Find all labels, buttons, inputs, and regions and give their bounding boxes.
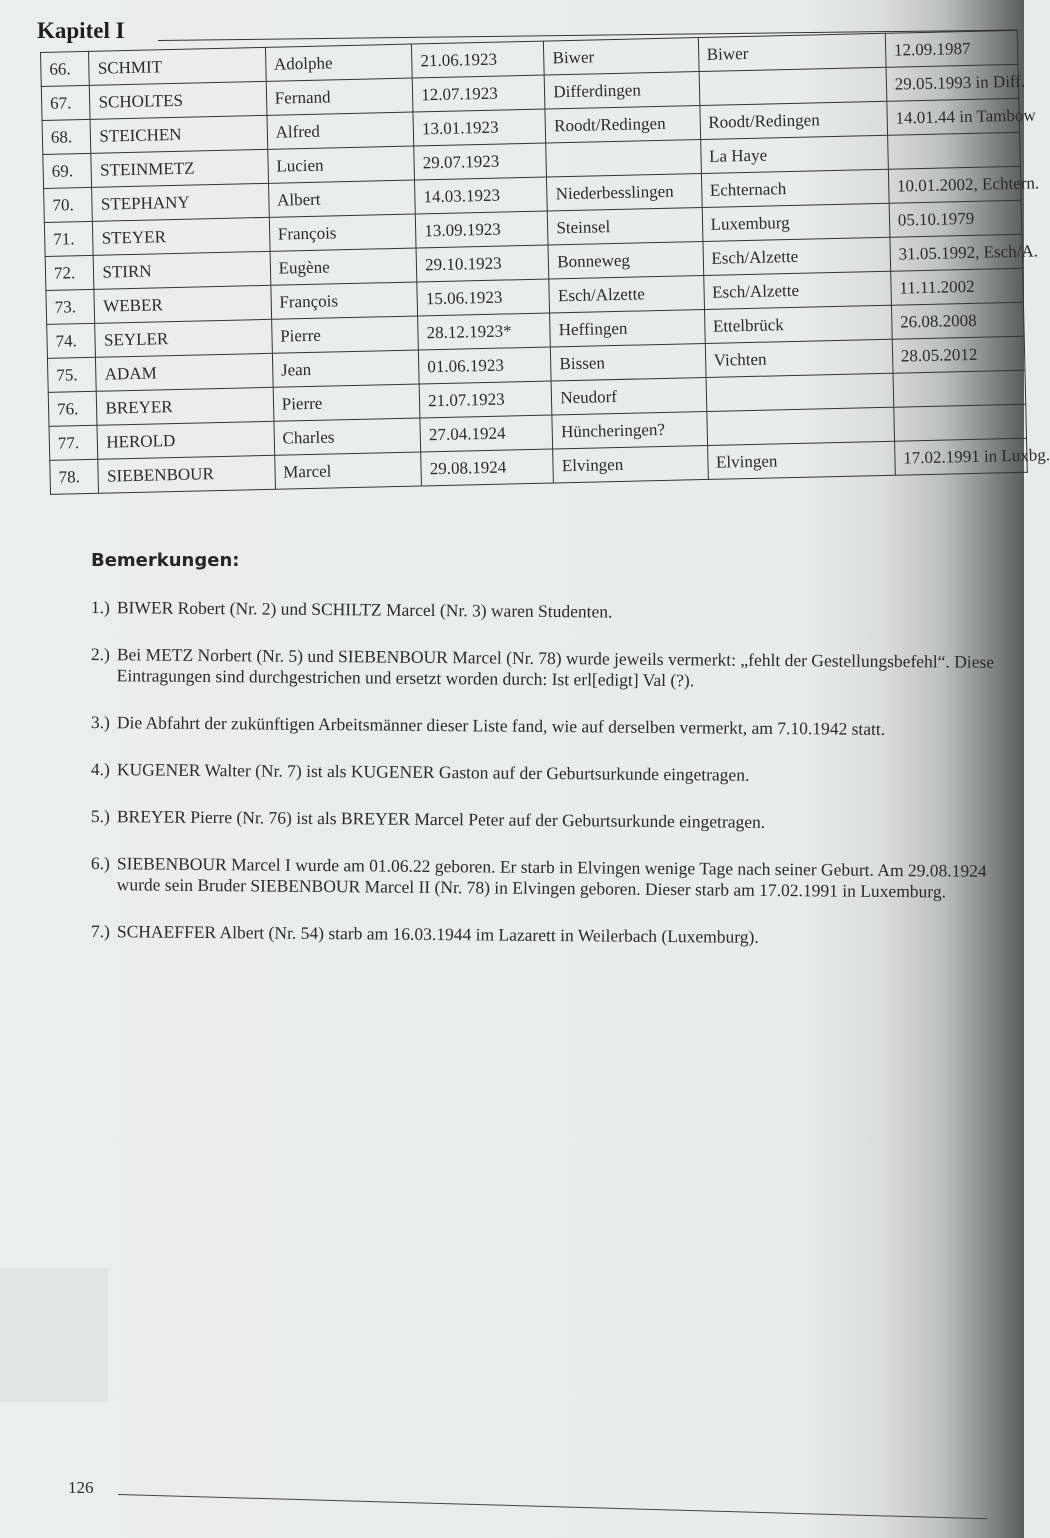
page-number: 126 xyxy=(68,1478,94,1497)
remark-item xyxy=(91,921,1006,950)
cell-death-date: 11.11.2002 xyxy=(890,268,1023,305)
cell-birth-date: 29.07.1923 xyxy=(414,143,547,180)
cell-row-number: 71. xyxy=(44,221,93,256)
remark-text: BIWER Robert (Nr. 2) und SCHILTZ Marcel (Nr. 3) waren Studenten. xyxy=(116,597,613,622)
cell-surname: STEICHEN xyxy=(90,115,267,153)
cell-birth-date: 29.08.1924 xyxy=(421,449,554,486)
remark-number: 3.) xyxy=(90,712,110,733)
remark-text: Bei METZ Norbert (Nr. 5) und SIEBENBOUR Marcel (Nr. 78) wurde jeweils vermerkt: „fehlt der Gestellungsbefehl“. Diese Eintragungen sind durchgestrichen und ersetzt worden durch: Ist erl[edigt] Val (?). xyxy=(116,644,995,691)
cell-first-name: Alfred xyxy=(267,112,414,149)
cell-first-name: Adolphe xyxy=(265,44,412,81)
cell-row-number: 74. xyxy=(47,323,96,358)
cell-death-date: 26.08.2008 xyxy=(891,302,1024,339)
cell-birth-date: 29.10.1923 xyxy=(416,245,549,282)
cell-row-number: 78. xyxy=(50,459,99,494)
cell-row-number: 72. xyxy=(45,255,94,290)
cell-surname: STEINMETZ xyxy=(91,149,268,187)
cell-residence xyxy=(699,67,887,105)
cell-birth-date: 15.06.1923 xyxy=(417,279,550,316)
cell-row-number: 73. xyxy=(46,289,95,324)
remark-number: 2.) xyxy=(90,644,110,665)
cell-first-name: Pierre xyxy=(271,316,418,353)
cell-death-date xyxy=(887,132,1020,169)
register-table xyxy=(40,30,1050,495)
cell-first-name: Albert xyxy=(268,180,415,217)
cell-surname: HEROLD xyxy=(97,421,274,459)
remark-item xyxy=(91,806,1006,835)
cell-residence: Luxemburg xyxy=(702,203,890,241)
remark-item xyxy=(91,853,1006,903)
cell-first-name: Fernand xyxy=(266,78,413,115)
remark-text: BREYER Pierre (Nr. 76) ist als BREYER Marcel Peter auf der Geburtsurkunde eingetragen. xyxy=(116,806,766,832)
remarks-section xyxy=(91,550,1006,968)
cell-residence: La Haye xyxy=(700,135,888,173)
cell-birth-place: Heffingen xyxy=(550,310,705,347)
remark-text: SIEBENBOUR Marcel I wurde am 01.06.22 geboren. Er starb in Elvingen wenige Tage nach seiner Geburt. Am 29.08.1924 wurde sein Bruder SIEBENBOUR Marcel II (Nr. 78) in Elvingen geboren. Dieser starb am 17.02.1991 in Luxemburg. xyxy=(116,853,987,902)
remark-number: 5.) xyxy=(90,806,110,827)
cell-row-number: 70. xyxy=(44,187,93,222)
cell-death-date: 17.02.1991 in Luxbg. xyxy=(894,438,1027,475)
cell-death-date: 05.10.1979 xyxy=(889,200,1022,237)
cell-surname: ADAM xyxy=(96,353,273,391)
remark-text: KUGENER Walter (Nr. 7) ist als KUGENER Gaston auf der Geburtsurkunde eingetragen. xyxy=(116,759,750,785)
remark-number: 4.) xyxy=(90,759,110,780)
cell-birth-place xyxy=(546,140,701,177)
cell-death-date: 31.05.1992, Esch/A. xyxy=(890,234,1023,271)
cell-birth-place: Neudorf xyxy=(551,377,706,414)
cell-residence xyxy=(706,373,894,411)
cell-first-name: Jean xyxy=(272,350,419,387)
cell-birth-date: 27.04.1924 xyxy=(420,415,553,452)
remark-item xyxy=(91,597,1006,626)
cell-residence: Esch/Alzette xyxy=(703,271,891,309)
remark-item xyxy=(91,644,1006,694)
footer-rule xyxy=(118,1494,988,1519)
remark-text: SCHAEFFER Albert (Nr. 54) starb am 16.03.1944 im Lazarett in Weilerbach (Luxemburg). xyxy=(116,921,759,947)
cell-birth-place: Esch/Alzette xyxy=(549,276,704,313)
cell-birth-place: Biwer xyxy=(544,38,699,75)
cell-first-name: Marcel xyxy=(274,452,421,489)
cell-first-name: Lucien xyxy=(267,146,414,183)
cell-death-date: 29.05.1993 in Diff. xyxy=(886,64,1019,101)
cell-death-date: 14.01.44 in Tambow xyxy=(887,98,1020,135)
cell-surname: BREYER xyxy=(97,387,274,425)
cell-residence xyxy=(706,407,894,445)
cell-first-name: Charles xyxy=(274,418,421,455)
cell-birth-date: 28.12.1923* xyxy=(418,313,551,350)
cell-surname: STEPHANY xyxy=(92,183,269,221)
cell-death-date: 12.09.1987 xyxy=(885,30,1018,67)
cell-birth-place: Bissen xyxy=(551,343,706,380)
cell-residence: Esch/Alzette xyxy=(703,237,891,275)
cell-birth-date: 13.09.1923 xyxy=(415,211,548,248)
cell-surname: STIRN xyxy=(94,251,271,289)
remark-number: 6.) xyxy=(90,853,110,874)
remark-item xyxy=(91,712,1006,741)
cell-death-date: 10.01.2002, Echtern. xyxy=(888,166,1021,203)
cell-death-date xyxy=(894,404,1027,441)
cell-residence: Vichten xyxy=(705,339,893,377)
remark-item xyxy=(91,759,1006,788)
cell-first-name: Pierre xyxy=(273,384,420,421)
cell-surname: SEYLER xyxy=(95,319,272,357)
cell-birth-place: Niederbesslingen xyxy=(547,174,702,211)
cell-row-number: 66. xyxy=(41,51,90,86)
cell-birth-date: 14.03.1923 xyxy=(415,177,548,214)
cell-first-name: François xyxy=(269,214,416,251)
cell-residence: Roodt/Redingen xyxy=(699,101,887,139)
cell-row-number: 68. xyxy=(42,119,91,154)
cell-row-number: 67. xyxy=(41,85,90,120)
cell-row-number: 77. xyxy=(49,425,98,460)
cell-row-number: 75. xyxy=(47,357,96,392)
cell-birth-place: Differdingen xyxy=(544,72,699,109)
cell-residence: Echternach xyxy=(701,169,889,207)
cell-birth-date: 01.06.1923 xyxy=(419,347,552,384)
cell-residence: Elvingen xyxy=(707,441,895,479)
remark-number: 1.) xyxy=(90,597,110,618)
cell-birth-place: Roodt/Redingen xyxy=(545,106,700,143)
cell-birth-place: Steinsel xyxy=(548,208,703,245)
remark-number: 7.) xyxy=(90,921,110,942)
cell-surname: SIEBENBOUR xyxy=(98,455,275,493)
cell-residence: Biwer xyxy=(698,33,886,71)
cell-row-number: 76. xyxy=(48,391,97,426)
register-table-wrapper xyxy=(40,30,1050,495)
chapter-title: Kapitel I xyxy=(37,18,125,43)
cell-birth-place: Elvingen xyxy=(553,445,708,482)
cell-surname: SCHOLTES xyxy=(90,81,267,119)
cell-birth-date: 12.07.1923 xyxy=(412,75,545,112)
cell-row-number: 69. xyxy=(43,153,92,188)
cell-death-date: 28.05.2012 xyxy=(892,336,1025,373)
cell-surname: STEYER xyxy=(93,217,270,255)
cell-first-name: Eugène xyxy=(270,248,417,285)
remark-text: Die Abfahrt der zukünftigen Arbeitsmänner dieser Liste fand, wie auf derselben vermerkt, am 7.10.1942 statt. xyxy=(116,712,886,739)
cell-residence: Ettelbrück xyxy=(704,305,892,343)
cell-birth-place: Hüncheringen? xyxy=(552,411,707,448)
cell-surname: SCHMIT xyxy=(89,47,266,85)
remarks-heading: Bemerkungen: xyxy=(91,550,240,571)
cell-death-date xyxy=(893,370,1026,407)
cell-birth-place: Bonneweg xyxy=(548,242,703,279)
cell-first-name: François xyxy=(271,282,418,319)
cell-birth-date: 21.06.1923 xyxy=(412,41,545,78)
cell-surname: WEBER xyxy=(94,285,271,323)
cell-birth-date: 13.01.1923 xyxy=(413,109,546,146)
blank-margin-area xyxy=(0,1268,108,1402)
cell-birth-date: 21.07.1923 xyxy=(419,381,552,418)
